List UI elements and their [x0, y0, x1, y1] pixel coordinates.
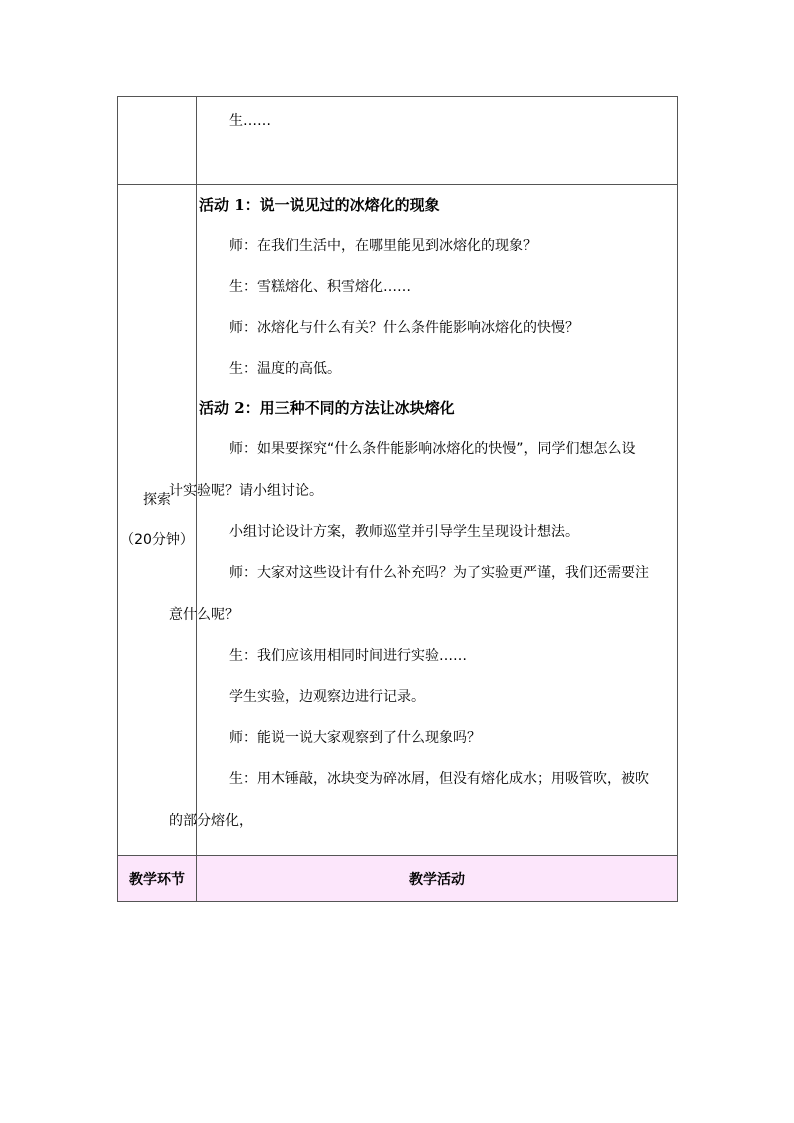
dialogue-line: 生：温度的高低。 [229, 361, 341, 377]
dialogue-line: 师：在我们生活中，在哪里能见到冰熔化的现象？ [229, 238, 537, 254]
dialogue-line: 小组讨论设计方案，教师巡堂并引导学生呈现设计想法。 [229, 524, 579, 540]
activity-content [169, 185, 677, 831]
dialogue-line: 学生实验，边观察边进行记录。 [229, 689, 425, 705]
dialogue-line: 生：我们应该用相同时间进行实验…… [229, 648, 467, 664]
dialogue-line: 师：能说一说大家观察到了什么现象吗？ [229, 730, 481, 746]
table-header-row [118, 856, 678, 902]
paragraph-line: 意什么呢？ [169, 607, 239, 623]
stage-cell [118, 185, 197, 856]
activity-cell [169, 185, 678, 856]
dialogue-paragraph [169, 769, 673, 831]
dialogue-line: 生：雪糕熔化、积雪熔化…… [229, 279, 411, 295]
paragraph-line: 生：用木锤敲，冰块变为碎冰屑，但没有熔化成水；用吸管吹，被吹 [229, 771, 649, 787]
lesson-plan-table [117, 96, 678, 902]
dialogue-paragraph [169, 563, 673, 625]
paragraph-line: 师：大家对这些设计有什么补充吗？为了实验更严谨，我们还需要注 [229, 565, 649, 581]
stage-time: （20分钟） [120, 532, 194, 548]
dialogue-paragraph [169, 439, 673, 501]
stage-name: 探索 [143, 492, 171, 508]
dialogue-line: 师：冰熔化与什么有关？什么条件能影响冰熔化的快慢？ [229, 320, 579, 336]
activity1-heading: 活动 1：说一说见过的冰熔化的现象 [199, 196, 440, 214]
activity-cell-continued [197, 97, 678, 185]
activity2-heading: 活动 2：用三种不同的方法让冰块熔化 [199, 399, 455, 417]
table-row [118, 185, 678, 856]
paragraph-line: 师：如果要探究“什么条件能影响冰熔化的快慢”，同学们想怎么设 [229, 441, 636, 457]
continued-text: 生…… [229, 113, 271, 129]
paragraph-line: 的部分熔化， [169, 813, 253, 829]
table-row [118, 97, 678, 185]
header-stage-label: 教学环节 [118, 856, 197, 902]
stage-cell-empty [118, 97, 197, 185]
paragraph-line: 计实验呢？请小组讨论。 [169, 483, 323, 499]
header-activity-label: 教学活动 [197, 856, 678, 902]
